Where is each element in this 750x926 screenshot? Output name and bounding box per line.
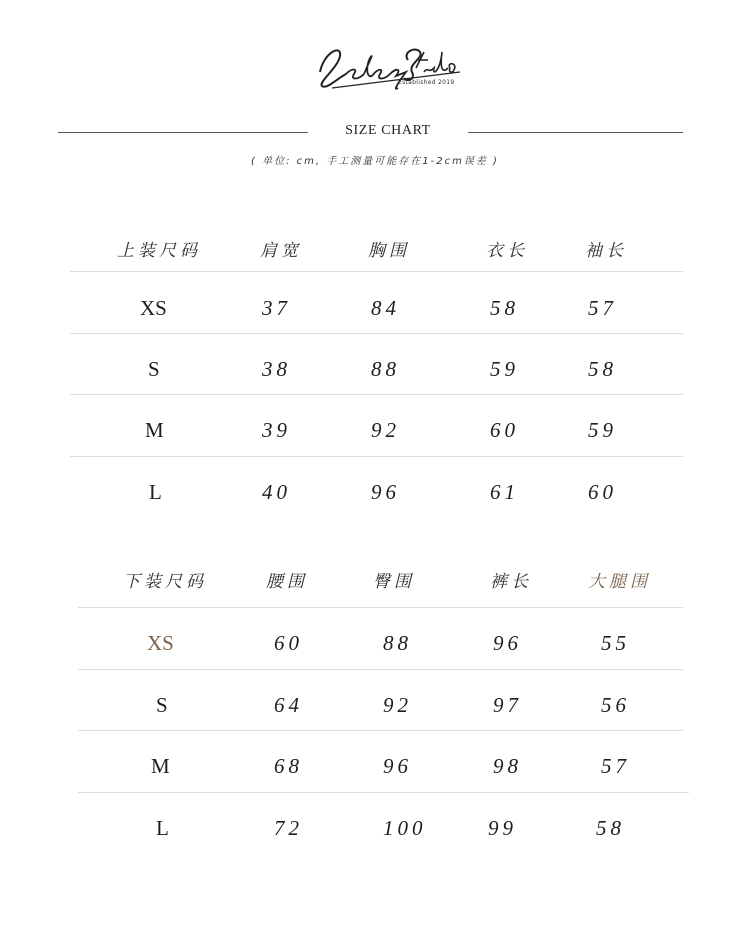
table-cell: 58 <box>490 296 519 320</box>
table-cell: 38 <box>262 357 291 381</box>
table-cell: 60 <box>588 480 617 504</box>
table-cell: 84 <box>371 296 400 320</box>
bottom-header-hip: 臀围 <box>373 572 415 592</box>
size-label: S <box>148 357 160 381</box>
table-row <box>0 296 750 326</box>
table-cell: 99 <box>488 816 517 840</box>
table-divider <box>70 456 683 457</box>
table-cell: 100 <box>383 816 427 840</box>
brand-established: Established 2019 <box>398 79 455 86</box>
table-cell: 96 <box>493 631 522 655</box>
top-header-chest: 胸围 <box>368 241 410 261</box>
measurement-note: ( 单位: cm, 手工测量可能存在1-2cm误差 ) <box>251 156 499 167</box>
size-label: L <box>149 480 162 504</box>
table-cell: 58 <box>596 816 625 840</box>
size-label: XS <box>140 296 167 320</box>
top-header-shoulder: 肩宽 <box>260 241 302 261</box>
top-header-sleeve: 袖长 <box>585 241 627 261</box>
table-divider <box>70 394 683 395</box>
table-cell: 92 <box>383 693 412 717</box>
table-cell: 59 <box>588 418 617 442</box>
table-cell: 56 <box>601 693 630 717</box>
table-cell: 37 <box>262 296 291 320</box>
table-row <box>0 480 750 510</box>
size-label: XS <box>147 631 174 655</box>
title-rule-right <box>468 132 683 133</box>
table-cell: 58 <box>588 357 617 381</box>
table-cell: 64 <box>274 693 303 717</box>
bottom-header-waist: 腰围 <box>266 572 308 592</box>
table-divider <box>70 271 683 272</box>
table-row <box>0 693 750 723</box>
bottom-header-thigh: 大腿围 <box>588 572 651 592</box>
table-cell: 98 <box>493 754 522 778</box>
bottom-header-size: 下装尺码 <box>123 572 207 592</box>
brand-logo-script <box>312 38 462 96</box>
size-label: L <box>156 816 169 840</box>
table-cell: 92 <box>371 418 400 442</box>
table-divider <box>70 333 683 334</box>
table-cell: 57 <box>588 296 617 320</box>
table-cell: 61 <box>490 480 519 504</box>
bottom-table-header <box>0 567 750 597</box>
table-cell: 96 <box>383 754 412 778</box>
bottom-header-length: 裤长 <box>490 572 532 592</box>
table-divider <box>78 669 683 670</box>
table-row <box>0 418 750 448</box>
size-label: S <box>156 693 168 717</box>
table-cell: 88 <box>383 631 412 655</box>
table-row <box>0 357 750 387</box>
brand-logo <box>312 38 462 96</box>
table-row <box>0 754 750 784</box>
table-cell: 96 <box>371 480 400 504</box>
top-header-length: 衣长 <box>486 241 528 261</box>
table-cell: 60 <box>490 418 519 442</box>
page-title: SIZE CHART <box>345 123 431 138</box>
title-rule-left <box>58 132 308 133</box>
table-divider <box>78 607 683 608</box>
table-divider <box>78 730 683 731</box>
table-cell: 57 <box>601 754 630 778</box>
top-header-size: 上装尺码 <box>117 241 201 261</box>
table-cell: 88 <box>371 357 400 381</box>
table-divider <box>78 792 689 793</box>
table-cell: 97 <box>493 693 522 717</box>
table-cell: 68 <box>274 754 303 778</box>
table-cell: 39 <box>262 418 291 442</box>
table-cell: 59 <box>490 357 519 381</box>
size-label: M <box>151 754 170 778</box>
top-table-header <box>0 236 750 266</box>
table-cell: 40 <box>262 480 291 504</box>
table-cell: 72 <box>274 816 303 840</box>
size-label: M <box>145 418 164 442</box>
table-row <box>0 816 750 846</box>
table-row <box>0 631 750 661</box>
table-cell: 60 <box>274 631 303 655</box>
table-cell: 55 <box>601 631 630 655</box>
